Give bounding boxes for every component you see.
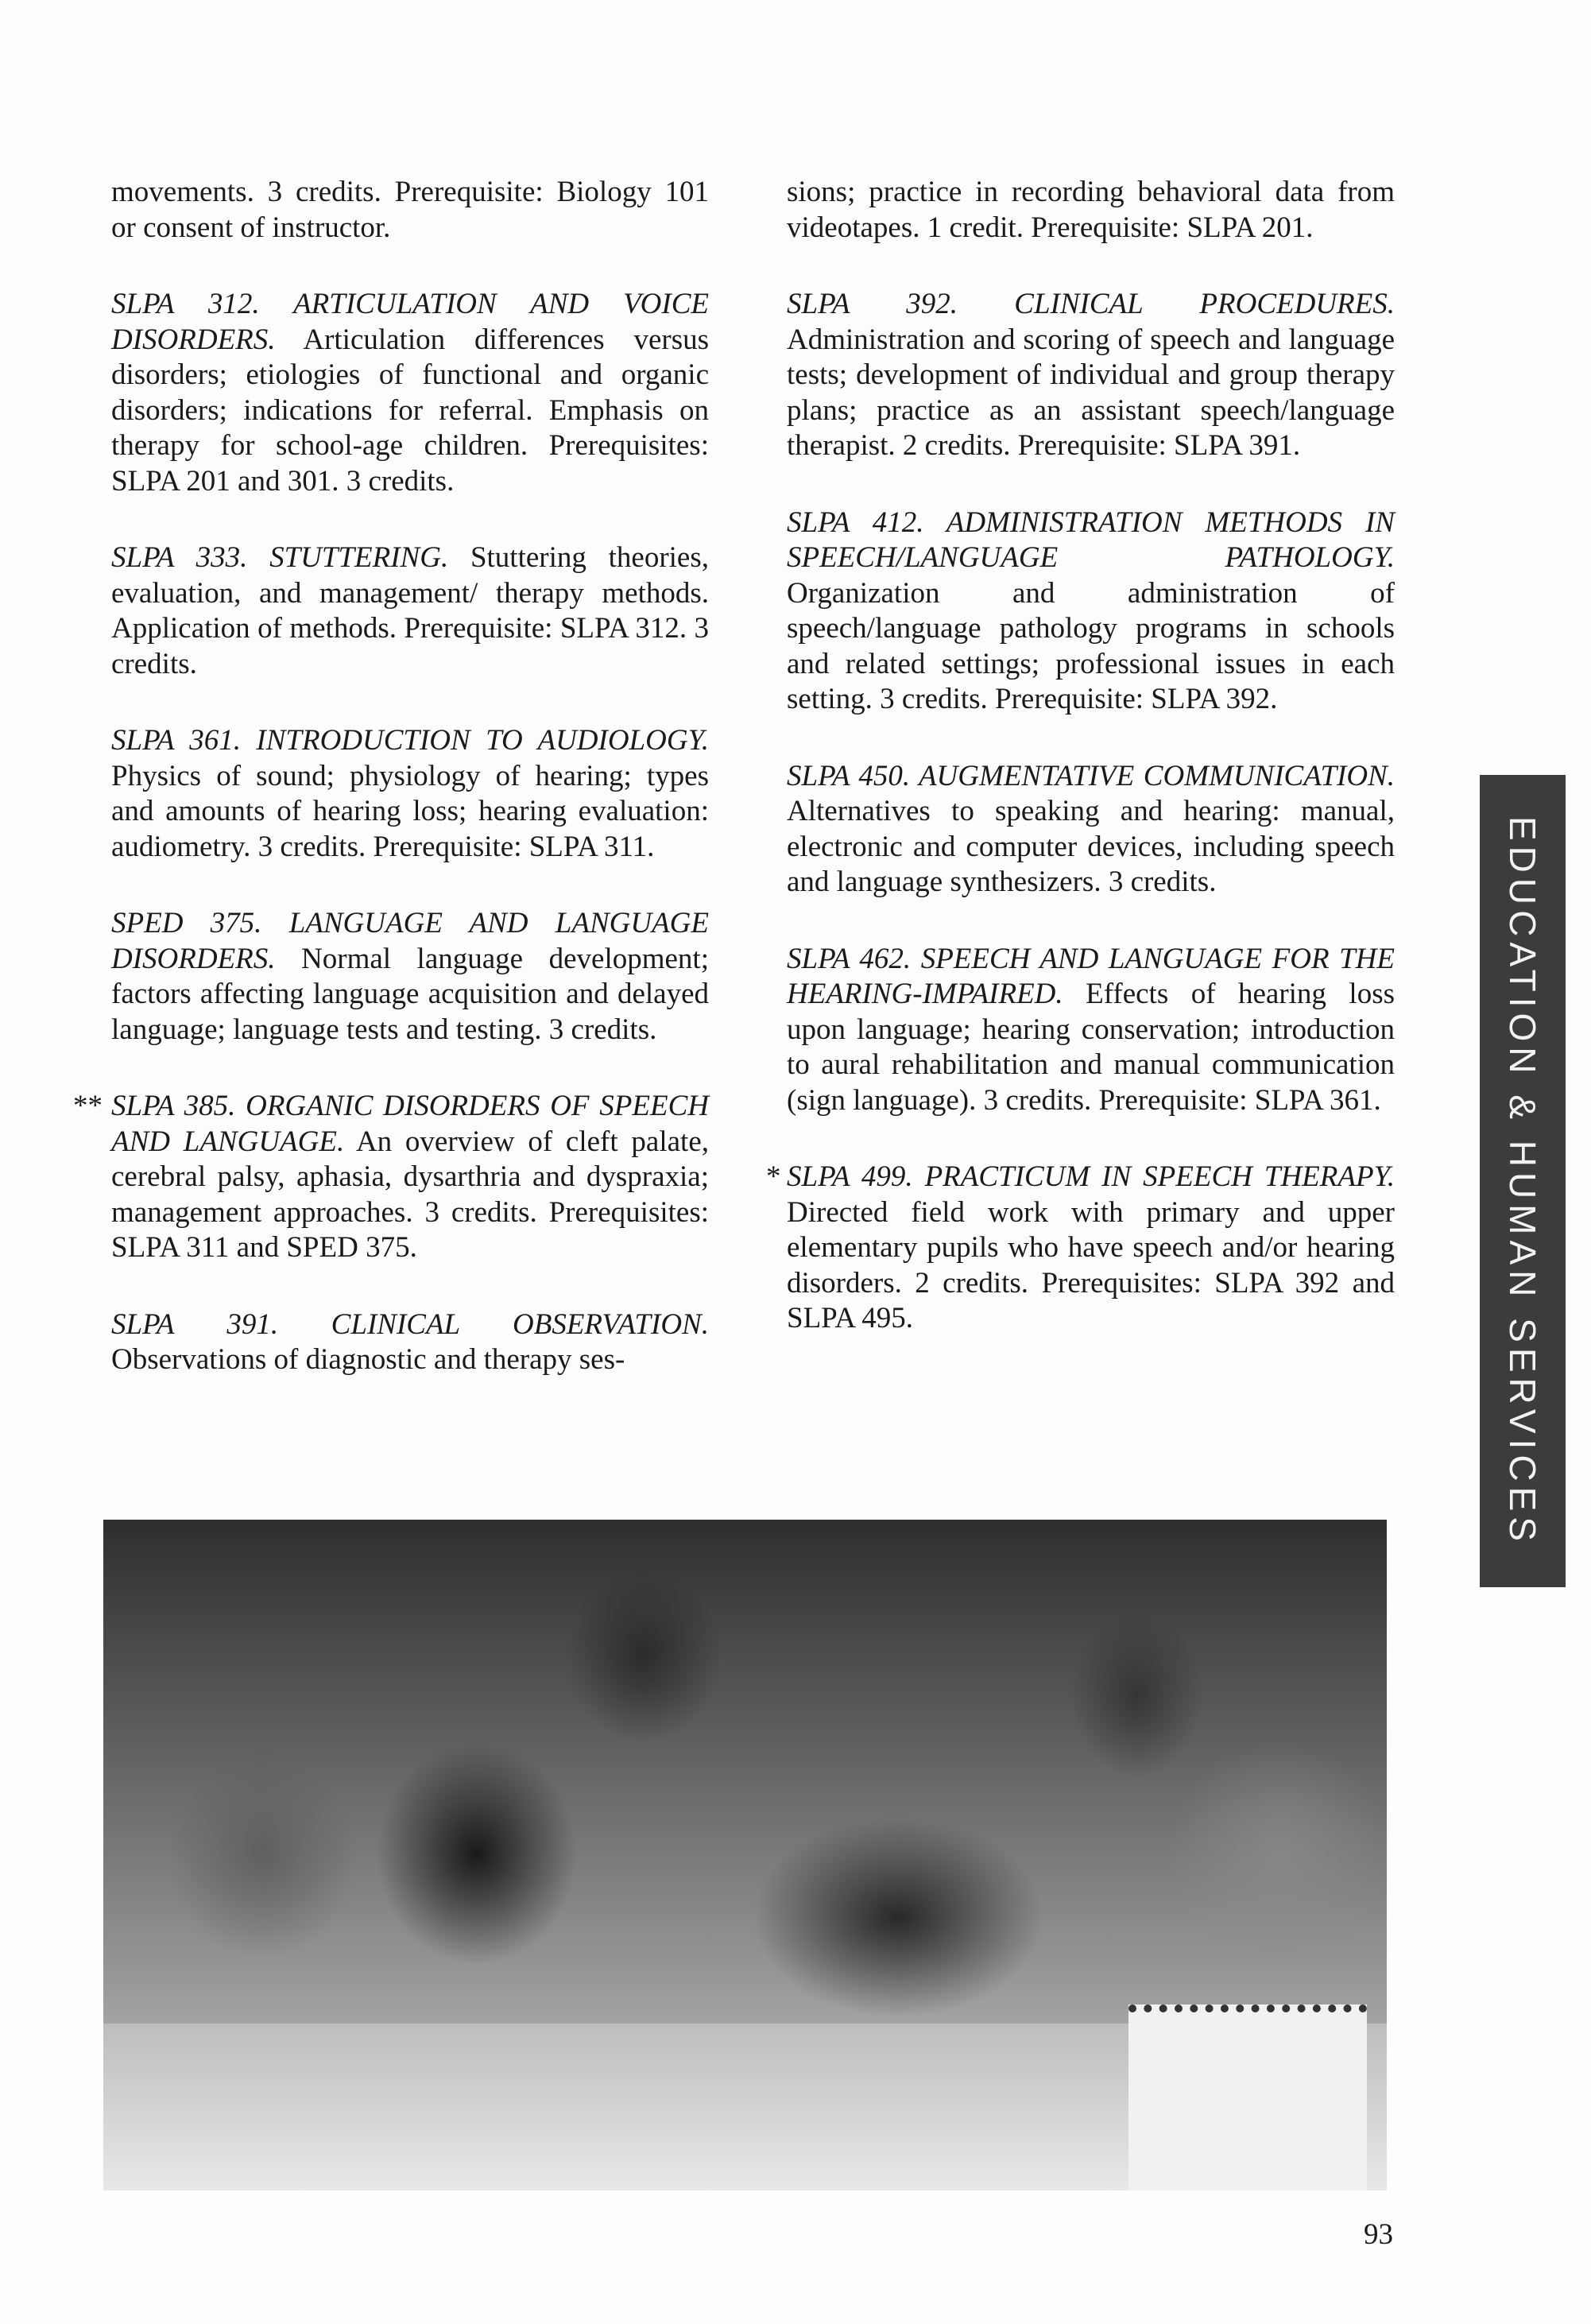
course-title: SLPA 312. ARTICULATION AND VOICE DISORDERS. <box>111 288 709 356</box>
section-tab-label: EDUCATION & HUMAN SERVICES <box>1502 815 1543 1547</box>
course-description: Articulation differences versus disorders; etiologies of functional and organic disorders; indications for referral. Emphasis on therapy for school-age children. Prerequisites: SLPA 201 and 301. 3 credits. <box>111 323 709 498</box>
course-description: Physics of sound; physiology of hearing; types and amounts of hearing loss; hearing evaluation: audiometry. 3 credits. Prerequisite: SLPA 311. <box>111 759 709 863</box>
course-entry <box>766 1160 1395 1337</box>
left-column <box>73 175 709 1420</box>
course-entry <box>111 906 709 1048</box>
course-marker: ** <box>73 1090 103 1122</box>
course-title: SLPA 385. ORGANIC DISORDERS OF SPEECH AND LANGUAGE. <box>111 1090 709 1158</box>
course-description: Stuttering theories, evaluation, and management/ therapy methods. Application of methods. Prerequisite: SLPA 312. 3 credits. <box>111 541 709 680</box>
course-description: An overview of cleft palate, cerebral palsy, aphasia, dysarthria and dyspraxia; management approaches. 3 credits. Prerequisites: SLPA 311 and SPED 375. <box>111 1125 709 1264</box>
course-title: SLPA 391. CLINICAL OBSERVATION. <box>111 1307 709 1341</box>
course-description: Alternatives to speaking and hearing: manual, electronic and computer devices, including speech and language synthesizers. 3 credits. <box>787 795 1395 898</box>
course-description: Administration and scoring of speech and language tests; development of individual and group therapy plans; practice as an assistant speech/language therapist. 2 credits. Prerequisite: SLPA 391. <box>787 323 1395 462</box>
course-entry <box>73 1089 709 1266</box>
course-title: SLPA 333. STUTTERING. <box>111 541 449 574</box>
course-description: Observations of diagnostic and therapy ses- <box>111 1343 625 1376</box>
course-entry <box>111 175 709 246</box>
course-entry <box>787 175 1395 246</box>
course-title: SLPA 392. CLINICAL PROCEDURES. <box>787 288 1395 320</box>
course-title: SLPA 462. SPEECH AND LANGUAGE FOR THE HEARING-IMPAIRED. <box>787 942 1395 1010</box>
course-entry <box>111 723 709 865</box>
course-description: Normal language development; factors affecting language acquisition and delayed language; language tests and testing. 3 credits. <box>111 942 709 1046</box>
course-entry <box>111 1307 709 1378</box>
section-tab <box>1480 775 1566 1587</box>
course-marker: * <box>766 1160 781 1193</box>
course-description: movements. 3 credits. Prerequisite: Biology 101 or consent of instructor. <box>111 176 709 244</box>
course-title: SLPA 412. ADMINISTRATION METHODS IN SPEECH/LANGUAGE PATHOLOGY. <box>787 505 1395 574</box>
course-title: SLPA 499. PRACTICUM IN SPEECH THERAPY. <box>787 1160 1395 1193</box>
course-description: sions; practice in recording behavioral data from videotapes. 1 credit. Prerequisite: SLPA 201. <box>787 176 1395 244</box>
course-description: Directed field work with primary and upper elementary pupils who have speech and/or hearing disorders. 2 credits. Prerequisites: SLPA 392 and SLPA 495. <box>787 1195 1395 1334</box>
course-entry <box>787 505 1395 718</box>
course-entry <box>111 540 709 682</box>
course-description: Organization and administration of speech/language pathology programs in schools and related settings; professional issues in each setting. 3 credits. Prerequisite: SLPA 392. <box>787 576 1395 715</box>
course-title: SLPA 450. AUGMENTATIVE COMMUNICATION. <box>787 759 1395 792</box>
page-number: 93 <box>1364 2218 1393 2251</box>
right-column <box>766 175 1395 1378</box>
course-title: SPED 375. LANGUAGE AND LANGUAGE DISORDERS. <box>111 907 709 975</box>
classroom-photo <box>103 1520 1387 2190</box>
course-description: Effects of hearing loss upon language; hearing conservation; introduction to aural rehabilitation and manual communication (sign language). 3 credits. Prerequisite: SLPA 361. <box>787 978 1395 1117</box>
course-entry <box>111 287 709 499</box>
course-entry <box>787 942 1395 1119</box>
course-entry <box>787 287 1395 464</box>
course-title: SLPA 361. INTRODUCTION TO AUDIOLOGY. <box>111 724 709 757</box>
course-entry <box>787 759 1395 901</box>
photo-notebook <box>1128 2004 1367 2190</box>
